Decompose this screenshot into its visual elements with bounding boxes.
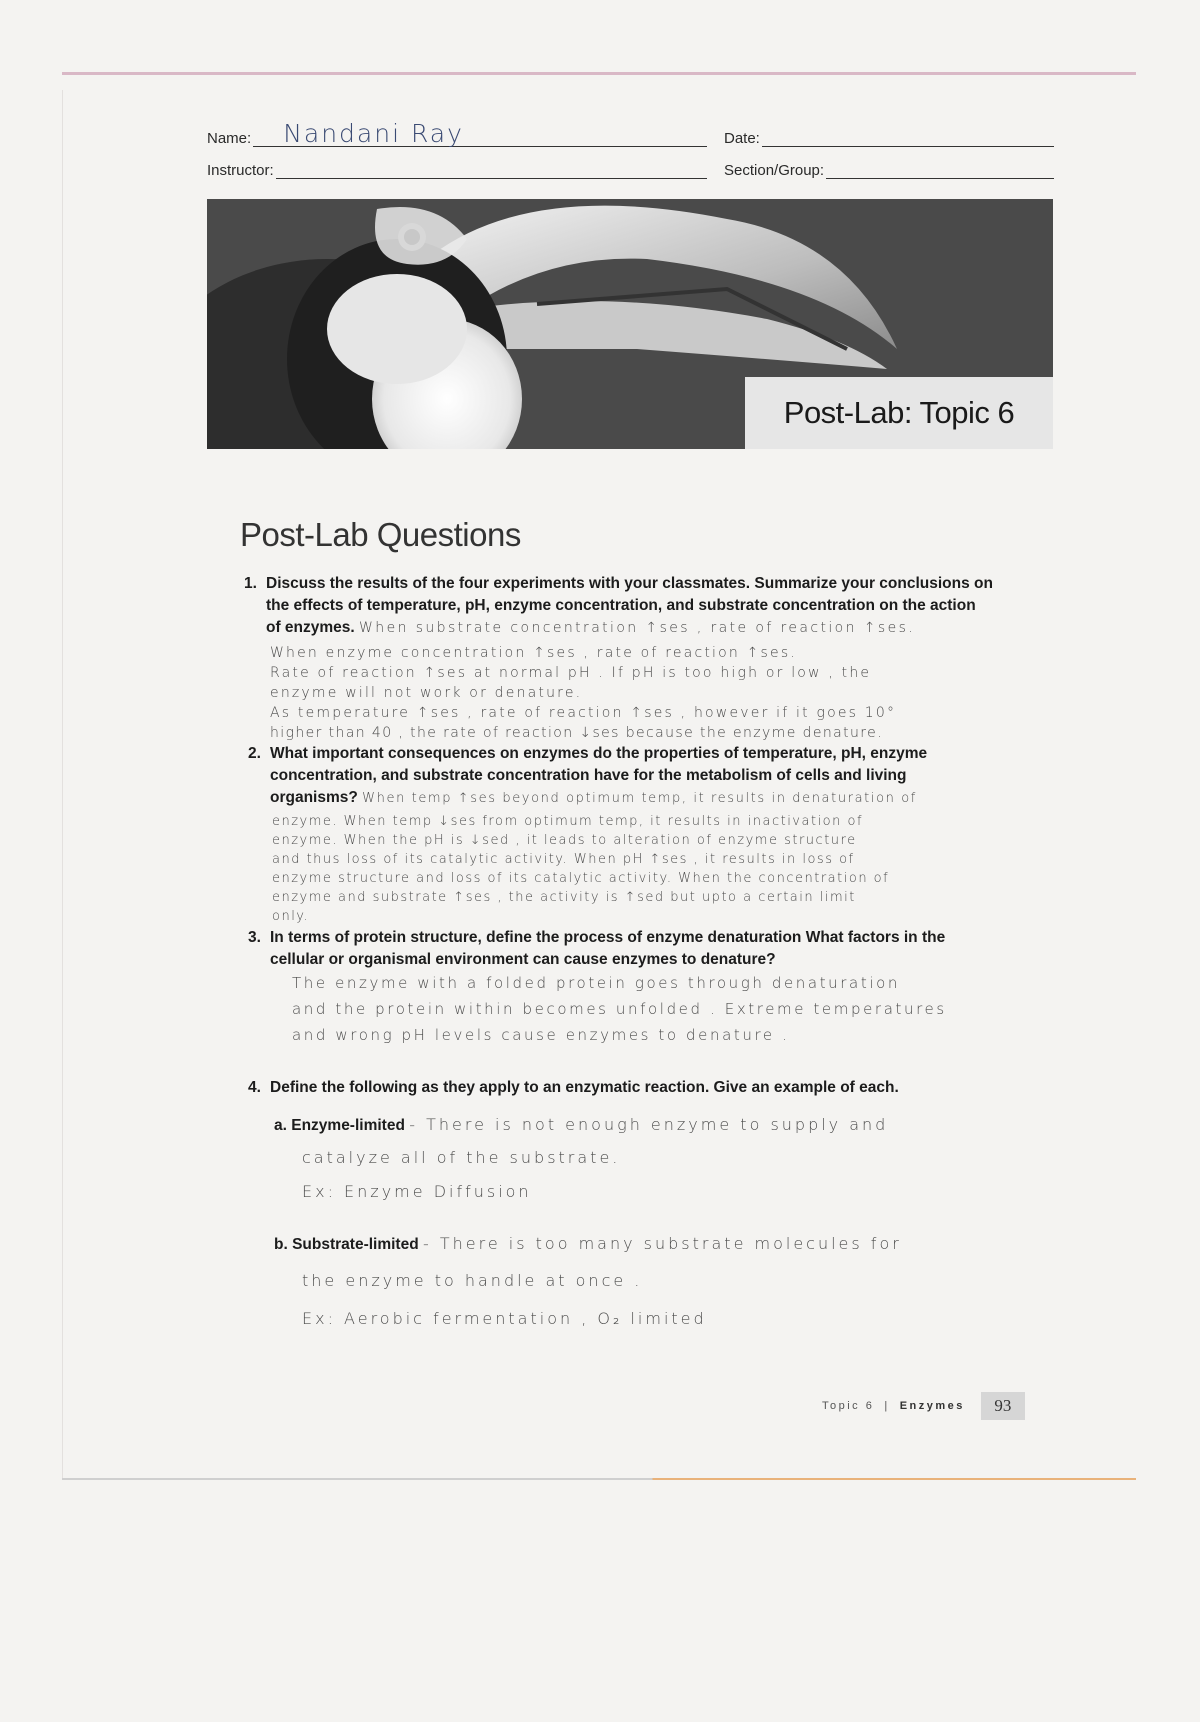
answer-1[interactable]	[270, 643, 896, 743]
subpart-b[interactable]	[274, 1234, 902, 1254]
question-line: organisms? When temp ↑ses beyond optimum temp, it results in denaturation of	[270, 789, 917, 806]
footer-topic: Topic 6	[822, 1400, 875, 1412]
question-line: of enzymes. When substrate concentration ↑ses , rate of reaction ↑ses.	[266, 619, 916, 636]
answer-2[interactable]	[272, 812, 889, 926]
banner-title-box	[745, 377, 1053, 449]
answer-line: enzyme. When temp ↓ses from optimum temp, it results in inactivation of	[272, 814, 864, 829]
name-label: Name:	[207, 130, 252, 147]
question-4	[248, 1077, 1090, 1099]
subpart-label: a. Enzyme-limited	[274, 1117, 405, 1134]
question-line: What important consequences on enzymes do the properties of temperature, pH, enzyme	[270, 745, 928, 762]
banner-title: Post-Lab: Topic 6	[783, 395, 1015, 430]
answer-line: enzyme structure and loss of its catalytic activity. When the concentration of	[272, 871, 890, 886]
subpart-a[interactable]	[274, 1115, 888, 1135]
answer-line: Rate of reaction ↑ses at normal pH . If pH is too high or low , the	[270, 665, 872, 681]
bottom-rule	[62, 1478, 1136, 1480]
page-footer-actual	[822, 1392, 1025, 1420]
handwritten-answer: - There is too many substrate molecules for	[423, 1234, 902, 1253]
question-number: 2.	[248, 745, 261, 762]
handwritten-answer: When temp ↑ses beyond optimum temp, it results in denaturation of	[362, 791, 917, 806]
answer-line: enzyme and substrate ↑ses , the activity is ↑sed but upto a certain limit	[272, 890, 856, 905]
instructor-label: Instructor:	[207, 162, 274, 179]
date-line[interactable]	[762, 128, 1054, 147]
question-number: 1.	[244, 575, 257, 592]
question-line: concentration, and substrate concentration have for the metabolism of cells and living	[270, 767, 907, 784]
answer-line: and the protein within becomes unfolded . Extreme temperatures	[292, 1000, 947, 1018]
answer-line: When enzyme concentration ↑ses , rate of reaction ↑ses.	[270, 645, 797, 661]
answer-line: and wrong pH levels cause enzymes to denature .	[292, 1026, 790, 1044]
section-title: Post-Lab Questions	[240, 516, 521, 553]
instructor-line[interactable]	[276, 160, 707, 179]
name-field[interactable]	[207, 119, 707, 148]
top-rule	[62, 72, 1136, 75]
question-line: cellular or organismal environment can cause enzymes to denature?	[270, 951, 776, 968]
instructor-field[interactable]	[207, 160, 707, 179]
name-value: Nandani Ray	[283, 119, 464, 148]
footer-separator: |	[884, 1400, 890, 1412]
toucan-banner	[207, 199, 1053, 449]
question-number: 3.	[248, 929, 261, 946]
date-field[interactable]	[724, 128, 1054, 147]
question-2	[248, 743, 1090, 809]
question-line: Define the following as they apply to an enzymatic reaction. Give an example of each.	[270, 1079, 899, 1096]
footer-real	[820, 1690, 1030, 1720]
question-line: In terms of protein structure, define the process of enzyme denaturation What factors in the	[270, 929, 946, 946]
answer-line: higher than 40 , the rate of reaction ↓ses because the enzyme denature.	[270, 725, 884, 741]
answer-4b[interactable]	[302, 1262, 707, 1338]
answer-line: As temperature ↑ses , rate of reaction ↑ses , however if it goes 10°	[270, 705, 897, 721]
question-line: the effects of temperature, pH, enzyme concentration, and substrate concentration on the action	[266, 597, 976, 614]
answer-line: only.	[272, 909, 310, 924]
subpart-label: b. Substrate-limited	[274, 1236, 419, 1253]
answer-line: enzyme will not work or denature.	[270, 685, 583, 701]
question-line: Discuss the results of the four experiments with your classmates. Summarize your conclusions on	[266, 575, 993, 592]
answer-3[interactable]	[292, 970, 947, 1048]
question-3	[248, 927, 1090, 971]
answer-line: Ex: Enzyme Diffusion	[302, 1182, 532, 1201]
answer-line: Ex: Aerobic fermentation , O₂ limited	[302, 1309, 707, 1328]
section-line[interactable]	[826, 160, 1054, 179]
question-number: 4.	[248, 1079, 261, 1096]
name-line[interactable]	[253, 119, 707, 148]
section-label: Section/Group:	[724, 162, 825, 179]
section-field[interactable]	[724, 160, 1054, 179]
handwritten-answer: - There is not enough enzyme to supply and	[409, 1115, 889, 1134]
answer-line: the enzyme to handle at once .	[302, 1271, 643, 1290]
footer-chapter: Enzymes	[899, 1400, 965, 1412]
answer-line: catalyze all of the substrate.	[302, 1148, 621, 1167]
page-number: 93	[981, 1392, 1025, 1420]
answer-line: enzyme. When the pH is ↓sed , it leads to alteration of enzyme structure	[272, 833, 857, 848]
answer-line: The enzyme with a folded protein goes through denaturation	[292, 974, 900, 992]
answer-line: and thus loss of its catalytic activity. When pH ↑ses , it results in loss of	[272, 852, 855, 867]
answer-4a[interactable]	[302, 1141, 620, 1209]
question-1	[244, 573, 1086, 639]
handwritten-answer: When substrate concentration ↑ses , rate of reaction ↑ses.	[359, 620, 916, 636]
date-label: Date:	[724, 130, 760, 147]
page-edge	[62, 90, 63, 1480]
